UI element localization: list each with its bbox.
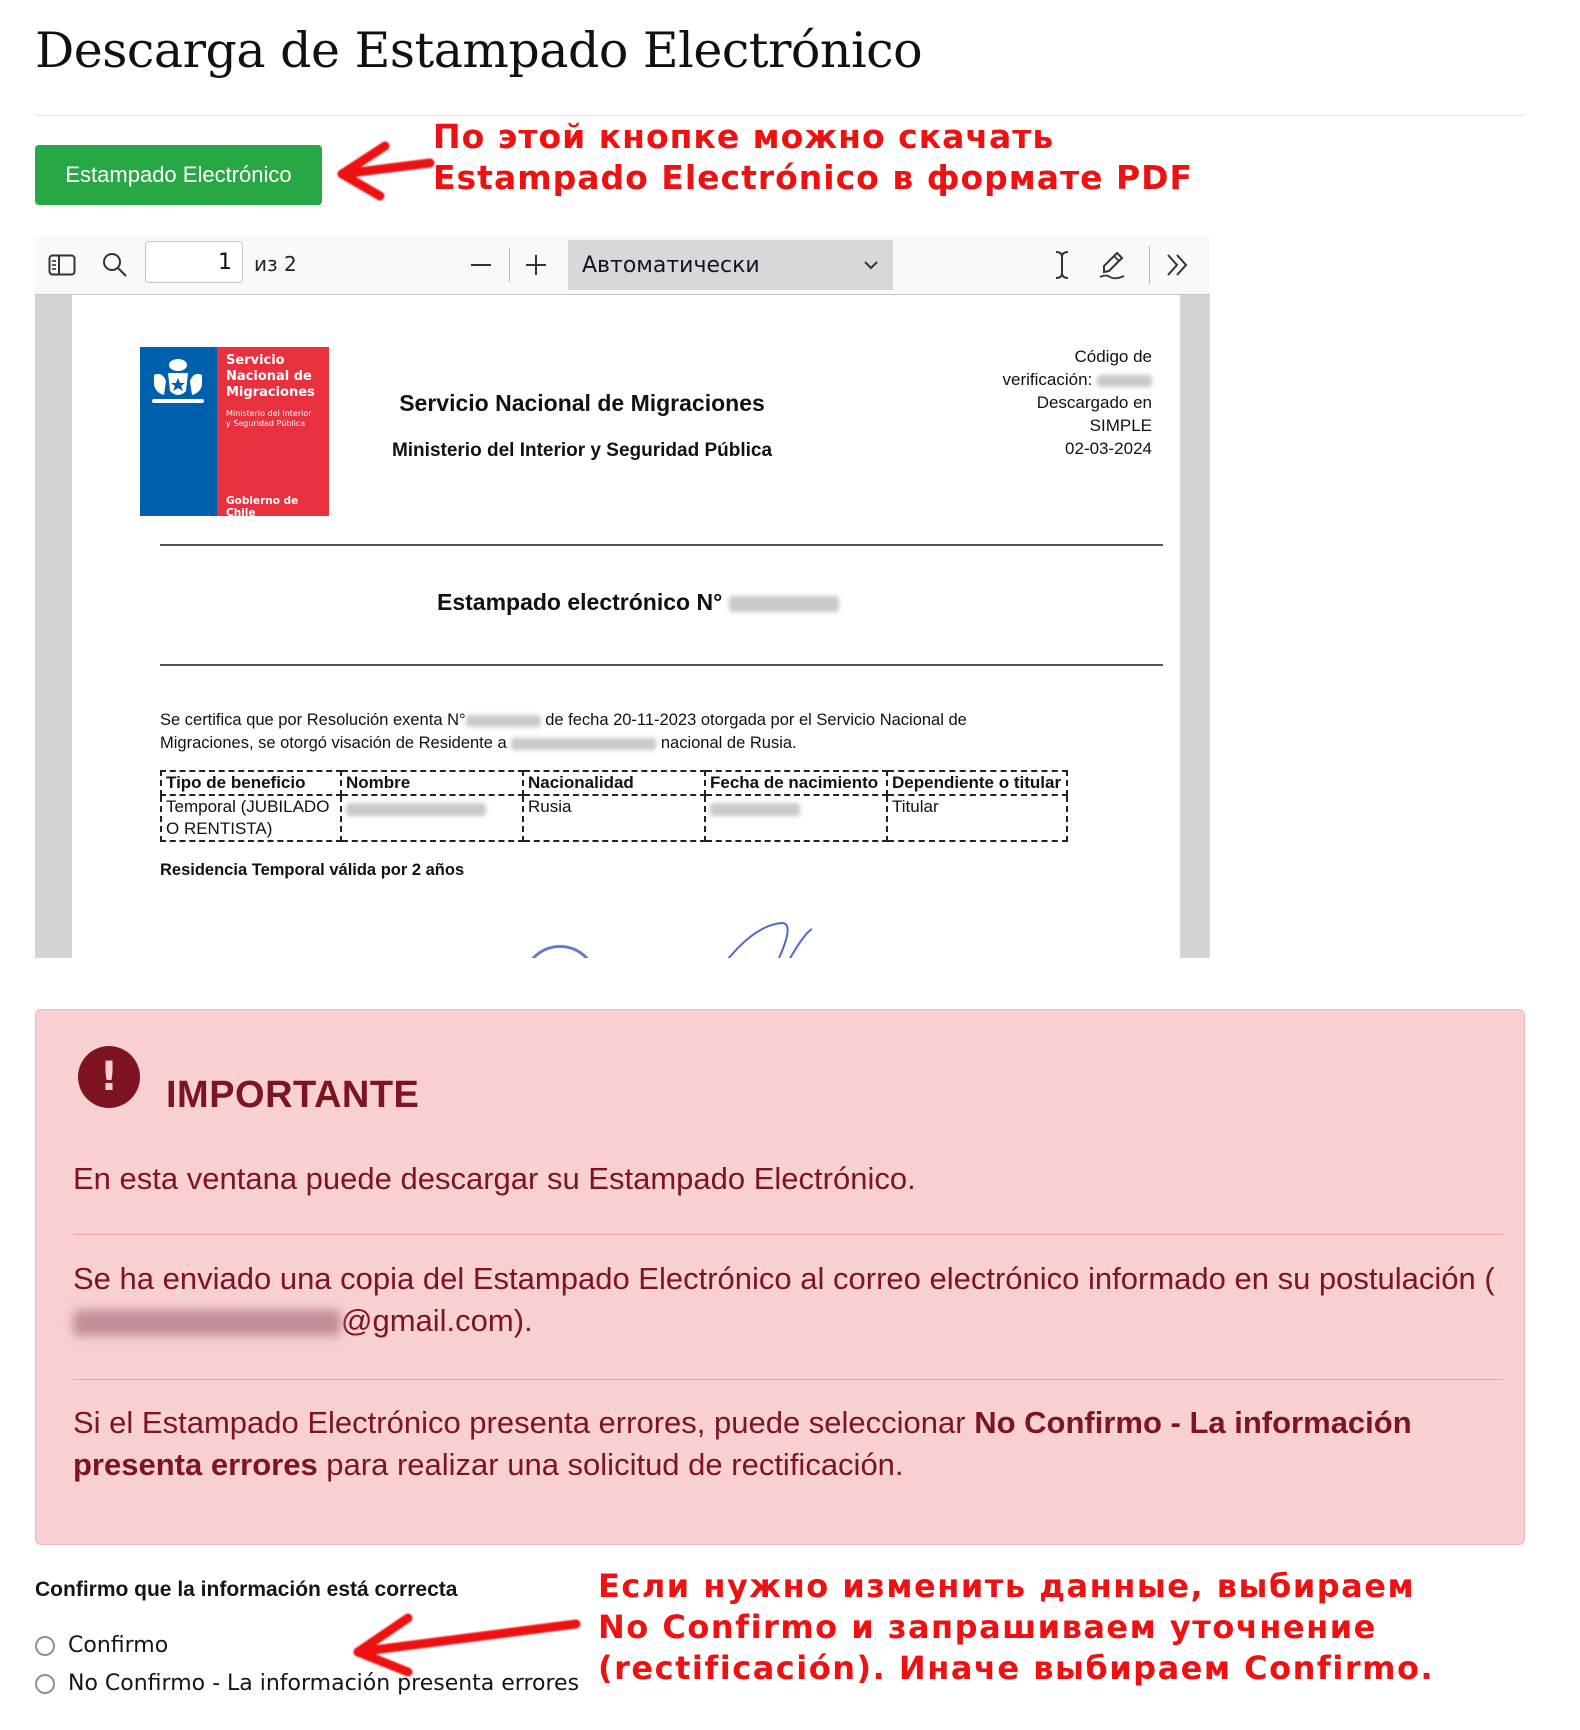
alert-bold-text: No Confirmo - La información presenta errores [73,1405,1412,1482]
page-count: из 2 [254,252,297,276]
table-header: Nacionalidad [523,771,705,795]
table-header: Fecha de nacimiento [705,771,887,795]
logo-text: Servicio [226,353,285,368]
toolbar-separator [509,248,510,282]
table-header: Dependiente o titular [887,771,1067,795]
table-header: Tipo de beneficio [161,771,341,795]
zoom-level-value: Автоматически [582,252,760,278]
table-row [161,795,1067,841]
alert-text: Se ha enviado una copia del Estampado Electrónico al correo electrónico informado en su postulación ( [73,1261,1495,1296]
alert-text: para realizar una solicitud de rectificación. [317,1447,904,1482]
email-domain: @gmail.com [341,1303,514,1338]
cert-text: Migraciones, se otorgó visación de Residente a [160,734,512,752]
radio-confirmo[interactable] [35,1633,168,1658]
table-header-row [161,771,1067,795]
table-cell: Titular [887,795,1067,841]
pdf-page [72,295,1180,958]
alert-text: ). [513,1303,533,1338]
validity-text: Residencia Temporal válida por 2 años [160,861,465,879]
pdf-viewer [35,236,1210,958]
verification-code-line [952,368,1152,391]
alert-text: Si el Estampado Electrónico presenta errores, puede seleccionar [73,1405,975,1440]
exclamation-circle-icon: ! [78,1046,140,1108]
verification-code-label: verificación: [1002,370,1093,389]
logo-blue-panel [140,347,217,516]
annotation-arrow-bottom [340,1610,585,1680]
beneficiary-table [160,770,1068,842]
radio-label: No Confirmo - La información presenta errores [68,1671,580,1696]
document-meta [952,345,1152,460]
logo-text: Ministerio del Interior [226,409,312,418]
pencil-icon[interactable] [1097,250,1127,280]
pdf-toolbar [35,236,1210,295]
table-cell: Temporal (JUBILADO O RENTISTA) [161,795,341,841]
sidebar-toggle-icon[interactable] [47,250,77,280]
download-estampado-button[interactable]: Estampado Electrónico [35,145,322,205]
table-cell-redacted [341,795,523,841]
redacted-name [346,803,486,816]
annotation-bottom [598,1566,1434,1689]
annotation-bottom-line: No Confirmo и запрашиваем уточнение [598,1608,1377,1646]
annotation-top-line: Estampado Electrónico в формате PDF [433,158,1194,197]
alert-divider [73,1234,1503,1235]
search-icon[interactable] [100,250,130,280]
radio-button[interactable] [35,1636,55,1656]
confirmation-label: Confirmo que la información está correcta [35,1578,458,1601]
text-cursor-icon[interactable] [1047,250,1077,280]
document-ministry: Ministerio del Interior y Seguridad Pública [391,440,773,461]
alert-paragraph [73,1258,1503,1342]
stamp-title-text: Estampado electrónico N° [437,589,723,615]
zoom-in-button[interactable] [521,250,551,280]
official-seal-icon [522,945,598,958]
redacted-resolution [466,715,541,727]
important-alert [35,1009,1525,1545]
logo-text: y Seguridad Pública [226,419,306,428]
table-cell-redacted [705,795,887,841]
logo-red-panel [217,347,329,519]
annotation-top-line: По этой кнопке можно скачать [433,117,1055,156]
alert-paragraph [73,1402,1503,1486]
certification-text [160,709,1120,755]
annotation-bottom-line: (rectificación). Иначе выбираем Confirmo. [598,1649,1435,1687]
alert-title: IMPORTANTE [166,1074,420,1116]
redacted-code [1097,375,1152,387]
downloaded-date: 02-03-2024 [1065,439,1152,458]
page-title: Descarga de Estampado Electrónico [35,22,923,79]
cert-text: nacional de Rusia. [656,734,797,752]
table-header: Nombre [341,771,523,795]
document-rule [160,544,1163,546]
cert-text: Se certifica que por Resolución exenta N° [160,711,466,729]
radio-label: Confirmo [68,1633,169,1658]
table-cell: Rusia [523,795,705,841]
downloaded-label: Descargado en [1036,393,1152,412]
downloaded-system: SIMPLE [1089,416,1152,435]
verification-code-label: Código de [1074,347,1152,366]
coat-of-arms-icon [140,355,217,415]
logo-text: Nacional de [226,369,312,384]
toolbar-separator [1149,246,1150,284]
document-organization: Servicio Nacional de Migraciones [399,390,765,416]
redacted-number [729,596,839,612]
alert-divider [73,1379,1503,1380]
alert-paragraph: En esta ventana puede descargar su Estampado Electrónico. [73,1161,916,1196]
logo-text: Migraciones [226,385,315,400]
redacted-name [511,738,656,750]
cert-text: de fecha 20-11-2023 otorgada por el Servicio Nacional de [540,711,967,729]
document-rule [160,664,1163,666]
government-logo [140,347,329,519]
double-chevron-right-icon[interactable] [1163,250,1193,280]
annotation-arrow-top [330,138,440,208]
zoom-level-select[interactable] [568,240,893,290]
logo-footer: Gobierno de Chile [226,495,299,519]
stamp-title [437,589,839,616]
redacted-email [73,1310,341,1336]
signature-icon [712,915,832,958]
zoom-out-button[interactable] [466,250,496,280]
annotation-top [433,116,1193,198]
annotation-bottom-line: Если нужно изменить данные, выбираем [598,1567,1416,1605]
chevron-down-icon [863,260,879,270]
page-number-input[interactable] [145,241,243,283]
radio-button[interactable] [35,1674,55,1694]
redacted-birthdate [710,803,800,816]
